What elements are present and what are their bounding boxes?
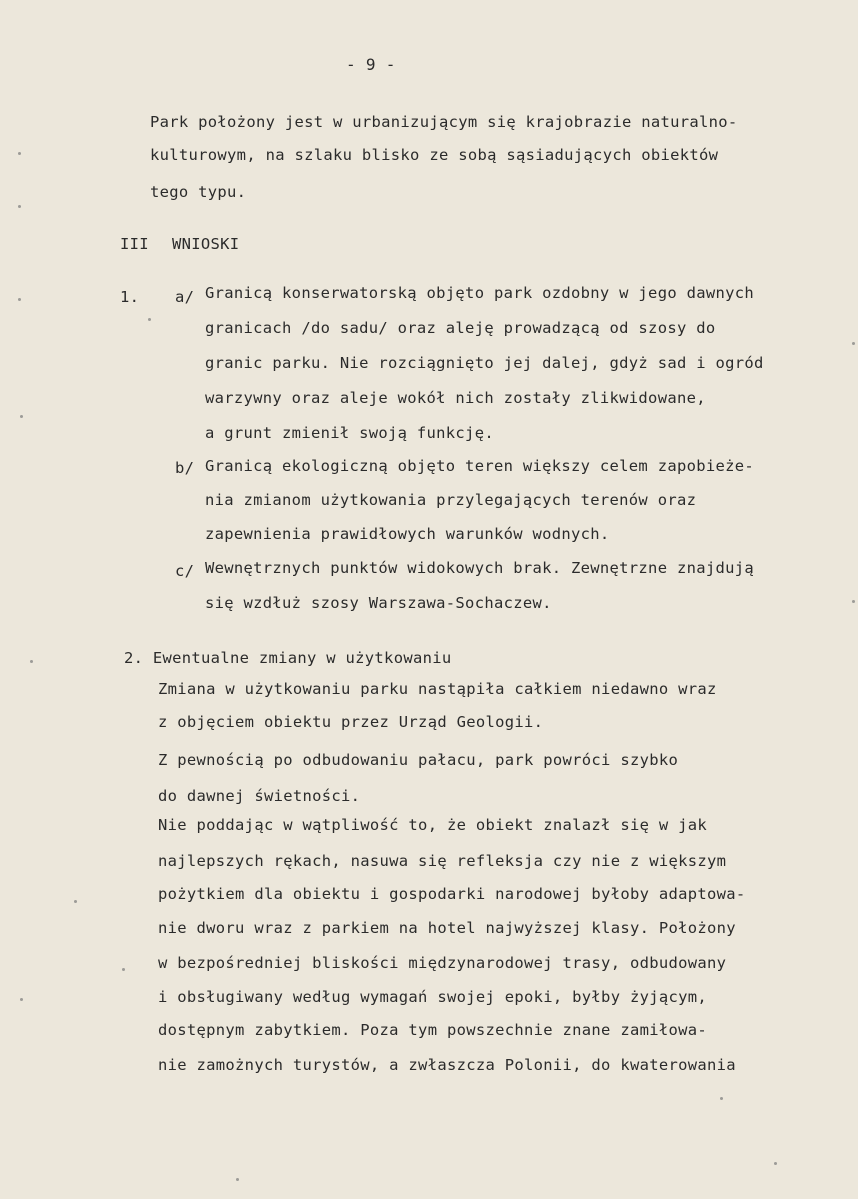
paper-speck — [18, 205, 21, 208]
paper-speck — [236, 1178, 239, 1181]
item-1a-line-3: granic parku. Nie rozciągnięto jej dalej, gdyż sad i ogród — [205, 354, 764, 372]
item-2-heading: 2. Ewentualne zmiany w użytkowaniu — [124, 649, 452, 667]
item-2-line-2: z objęciem obiektu przez Urząd Geologii. — [158, 713, 544, 731]
paper-speck — [30, 660, 33, 663]
page-number: - 9 - — [346, 55, 396, 74]
paper-speck — [20, 415, 23, 418]
paper-speck — [852, 600, 855, 603]
item-1a-line-4: warzywny oraz aleje wokół nich zostały zlikwidowane, — [205, 389, 706, 407]
item-1b-line-2: nia zmianom użytkowania przylegających terenów oraz — [205, 491, 697, 509]
paper-speck — [852, 342, 855, 345]
item-2-line-5: Nie poddając w wątpliwość to, że obiekt znalazł się w jak — [158, 816, 708, 834]
intro-line-3: tego typu. — [150, 183, 247, 201]
item-1b-marker: b/ — [175, 459, 195, 477]
item-1a-line-1: Granicą konserwatorską objęto park ozdobny w jego dawnych — [205, 284, 755, 302]
item-1c-line-1: Wewnętrznych punktów widokowych brak. Zewnętrzne znajdują — [205, 559, 755, 577]
item-2-line-10: i obsługiwany według wymagań swojej epoki, byłby żyjącym, — [158, 988, 708, 1006]
item-1-number: 1. — [120, 288, 140, 306]
item-2-line-9: w bezpośredniej bliskości międzynarodowej trasy, odbudowany — [158, 954, 727, 972]
section-number: III — [120, 235, 149, 253]
paper-speck — [20, 998, 23, 1001]
item-1c-marker: c/ — [175, 562, 195, 580]
intro-line-1: Park położony jest w urbanizującym się krajobrazie naturalno- — [150, 113, 738, 131]
item-1b-line-3: zapewnienia prawidłowych warunków wodnych. — [205, 525, 610, 543]
item-1c-line-2: się wzdłuż szosy Warszawa-Sochaczew. — [205, 594, 552, 612]
intro-line-2: kulturowym, na szlaku blisko ze sobą sąsiadujących obiektów — [150, 146, 719, 164]
section-title: WNIOSKI — [172, 235, 240, 253]
paper-speck — [18, 298, 21, 301]
item-1a-marker: a/ — [175, 288, 195, 306]
item-2-line-1: Zmiana w użytkowaniu parku nastąpiła całkiem niedawno wraz — [158, 680, 717, 698]
item-1a-line-2: granicach /do sadu/ oraz aleję prowadzącą od szosy do — [205, 319, 716, 337]
item-2-line-7: pożytkiem dla obiektu i gospodarki narodowej byłoby adaptowa- — [158, 885, 746, 903]
paper-speck — [720, 1097, 723, 1100]
item-2-line-3: Z pewnością po odbudowaniu pałacu, park powróci szybko — [158, 751, 679, 769]
paper-speck — [148, 318, 151, 321]
item-1b-line-1: Granicą ekologiczną objęto teren większy celem zapobieże- — [205, 457, 755, 475]
item-2-line-12: nie zamożnych turystów, a zwłaszcza Polonii, do kwaterowania — [158, 1056, 736, 1074]
paper-speck — [18, 152, 21, 155]
item-2-line-8: nie dworu wraz z parkiem na hotel najwyższej klasy. Położony — [158, 919, 736, 937]
item-1a-line-5: a grunt zmienił swoją funkcję. — [205, 424, 494, 442]
paper-speck — [74, 900, 77, 903]
item-2-line-6: najlepszych rękach, nasuwa się refleksja czy nie z większym — [158, 852, 727, 870]
item-2-line-11: dostępnym zabytkiem. Poza tym powszechnie znane zamiłowa- — [158, 1021, 708, 1039]
item-2-line-4: do dawnej świetności. — [158, 787, 361, 805]
paper-speck — [774, 1162, 777, 1165]
paper-speck — [122, 968, 125, 971]
